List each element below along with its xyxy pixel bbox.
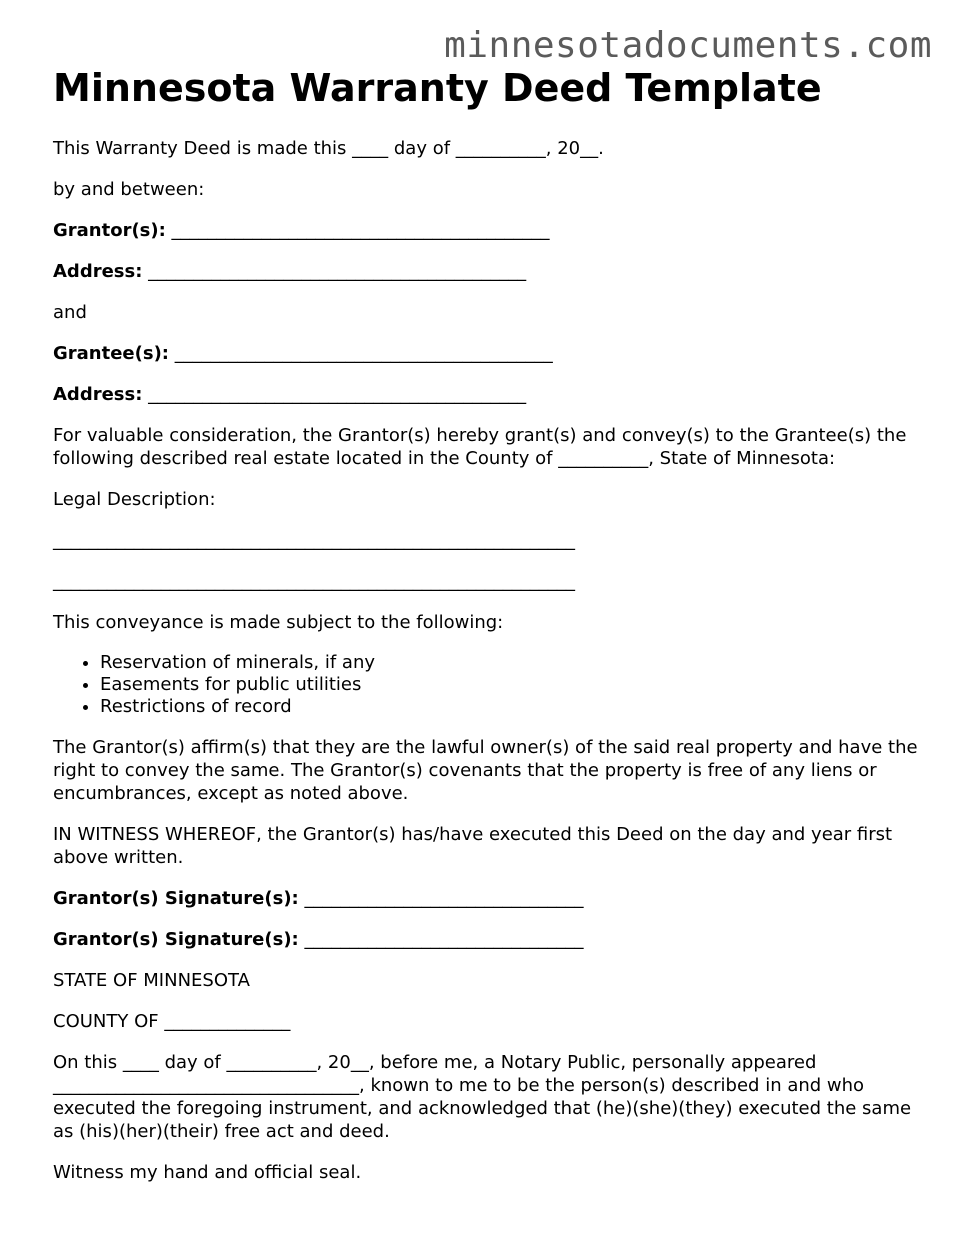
notary-paragraph: On this ____ day of __________, 20__, before me, a Notary Public, personally appeared __________________________________, known to me to be the person(s) described in and who executed the foregoing instrument, and acknowledged that (he)(she)(they) executed the same as (his)(her)(their) free act and deed. xyxy=(53,1052,912,1142)
legal-description-label: Legal Description: xyxy=(53,489,216,510)
grantor-signature-field-2 xyxy=(53,928,933,951)
signature-blank: _______________________________ xyxy=(298,888,584,909)
legal-description-line-1: __________________________________________________________ xyxy=(53,530,575,551)
page-title: Minnesota Warranty Deed Template xyxy=(53,66,822,110)
intro-text: This Warranty Deed is made this ____ day of __________, 20__. xyxy=(53,138,604,159)
list-item: • Restrictions of record xyxy=(100,696,933,718)
affirmation-paragraph: The Grantor(s) affirm(s) that they are the lawful owner(s) of the said real property and have the right to convey the same. The Grantor(s) covenants that the property is free of any liens or encumbrances, except as noted above. xyxy=(53,737,918,804)
grantor-label: Grantor(s): xyxy=(53,220,166,241)
grantee-field xyxy=(53,342,933,365)
county-text: COUNTY OF ______________ xyxy=(53,1011,291,1032)
signature-blank: _______________________________ xyxy=(298,929,584,950)
grantee-address-blank: __________________________________________ xyxy=(142,384,527,405)
grantor-address-label: Address: xyxy=(53,261,143,282)
list-item: • Reservation of minerals, if any xyxy=(100,652,933,674)
witness-clause: IN WITNESS WHEREOF, the Grantor(s) has/have executed this Deed on the day and year first above written. xyxy=(53,824,893,868)
consideration-paragraph: For valuable consideration, the Grantor(s) hereby grant(s) and convey(s) to the Grantee(s) the following described real estate located in the County of __________, State of Minnesota: xyxy=(53,425,907,469)
by-and-between-text: by and between: xyxy=(53,179,205,200)
signature-label: Grantor(s) Signature(s): xyxy=(53,888,299,909)
witness-seal-text: Witness my hand and official seal. xyxy=(53,1162,362,1183)
grantor-signature-field-1 xyxy=(53,887,933,910)
grantor-field xyxy=(53,219,933,242)
grantee-address-field xyxy=(53,383,933,406)
grantee-address-label: Address: xyxy=(53,384,143,405)
grantor-address-blank: __________________________________________ xyxy=(142,261,527,282)
state-text: STATE OF MINNESOTA xyxy=(53,970,250,991)
signature-label: Grantor(s) Signature(s): xyxy=(53,929,299,950)
grantor-blank: __________________________________________ xyxy=(165,220,550,241)
subject-to-text: This conveyance is made subject to the following: xyxy=(53,612,504,633)
site-watermark: minnesotadocuments.com xyxy=(444,25,932,66)
grantor-address-field xyxy=(53,260,933,283)
conditions-list xyxy=(53,652,933,718)
deed-body xyxy=(53,137,933,1202)
list-item: • Easements for public utilities xyxy=(100,674,933,696)
grantee-label: Grantee(s): xyxy=(53,343,169,364)
and-text: and xyxy=(53,302,87,323)
grantee-blank: __________________________________________ xyxy=(169,343,553,364)
legal-description-line-2: __________________________________________________________ xyxy=(53,571,575,592)
